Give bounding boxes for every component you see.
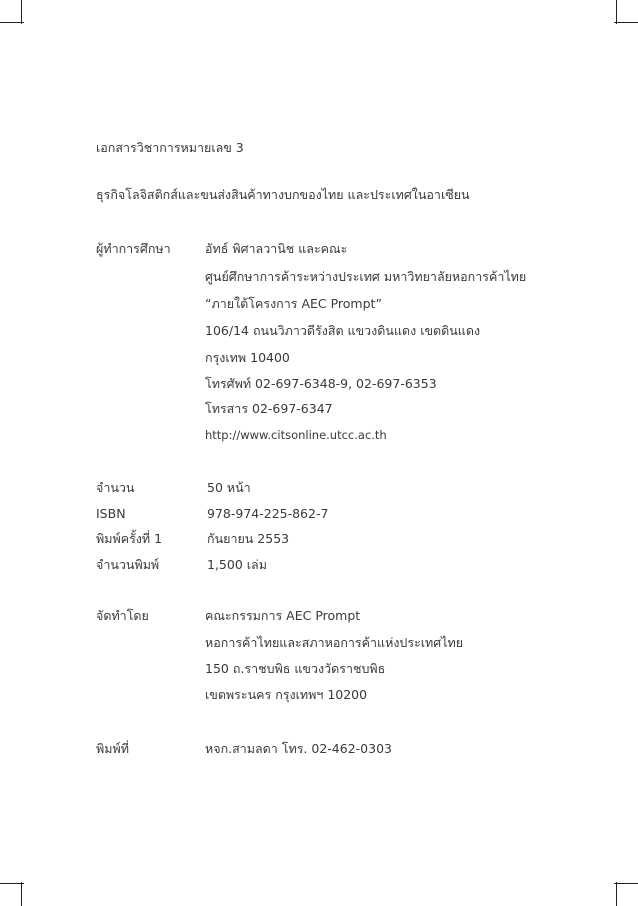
crop-mark-bottom-left-horizontal <box>0 883 24 884</box>
edition-value: กันยายน 2553 <box>207 531 290 546</box>
crop-mark-bottom-right-vertical <box>616 882 617 906</box>
document-title: ธุรกิจโลจิสติกส์และขนส่งสินค้าทางบกของไทย และประเทศในอาเซียน <box>96 187 470 202</box>
authors-line-fax: โทรสาร 02-697-6347 <box>205 401 333 416</box>
document-number: เอกสารวิชาการหมายเลข 3 <box>96 140 244 155</box>
authors-line-city: กรุงเทพ 10400 <box>205 350 290 365</box>
authors-line-project: “ภายใต้โครงการ AEC Prompt” <box>205 296 382 311</box>
publisher-line-chamber: หอการค้าไทยและสภาหอการค้าแห่งประเทศไทย <box>205 635 464 650</box>
crop-mark-bottom-left-vertical <box>21 882 22 906</box>
publisher-line-committee: คณะกรรมการ AEC Prompt <box>205 608 361 623</box>
publisher-line-city: เขตพระนคร กรุงเทพฯ 10200 <box>205 687 368 702</box>
isbn-value: 978-974-225-862-7 <box>207 506 329 521</box>
printer-value: หจก.สามลดา โทร. 02-462-0303 <box>205 741 392 756</box>
printer-label: พิมพ์ที่ <box>96 741 129 756</box>
authors-line-name: อัทธ์ พิศาลวานิช และคณะ <box>205 241 348 256</box>
publisher-label: จัดทำโดย <box>96 608 149 623</box>
publisher-line-address: 150 ถ.ราชบพิธ แขวงวัดราชบพิธ <box>205 661 386 676</box>
authors-line-institute: ศูนย์ศึกษาการค้าระหว่างประเทศ มหาวิทยาลัยหอการค้าไทย <box>205 269 527 284</box>
isbn-label: ISBN <box>96 506 126 521</box>
edition-label: พิมพ์ครั้งที่ 1 <box>96 531 163 546</box>
pages-value: 50 หน้า <box>207 480 251 495</box>
authors-line-website[interactable]: http://www.citsonline.utcc.ac.th <box>205 428 387 442</box>
crop-mark-top-left-vertical <box>21 0 22 24</box>
authors-line-phone: โทรศัพท์ 02-697-6348-9, 02-697-6353 <box>205 376 437 391</box>
print-run-label: จำนวนพิมพ์ <box>96 557 160 572</box>
authors-line-address: 106/14 ถนนวิภาวดีรังสิต แขวงดินแดง เขตดินแดง <box>205 323 481 338</box>
pages-label: จำนวน <box>96 480 135 495</box>
crop-mark-top-left-horizontal <box>0 22 24 23</box>
crop-mark-top-right-horizontal <box>614 22 638 23</box>
print-run-value: 1,500 เล่ม <box>207 557 267 572</box>
authors-label: ผู้ทำการศึกษา <box>96 241 171 256</box>
crop-mark-top-right-vertical <box>616 0 617 24</box>
crop-mark-bottom-right-horizontal <box>614 883 638 884</box>
